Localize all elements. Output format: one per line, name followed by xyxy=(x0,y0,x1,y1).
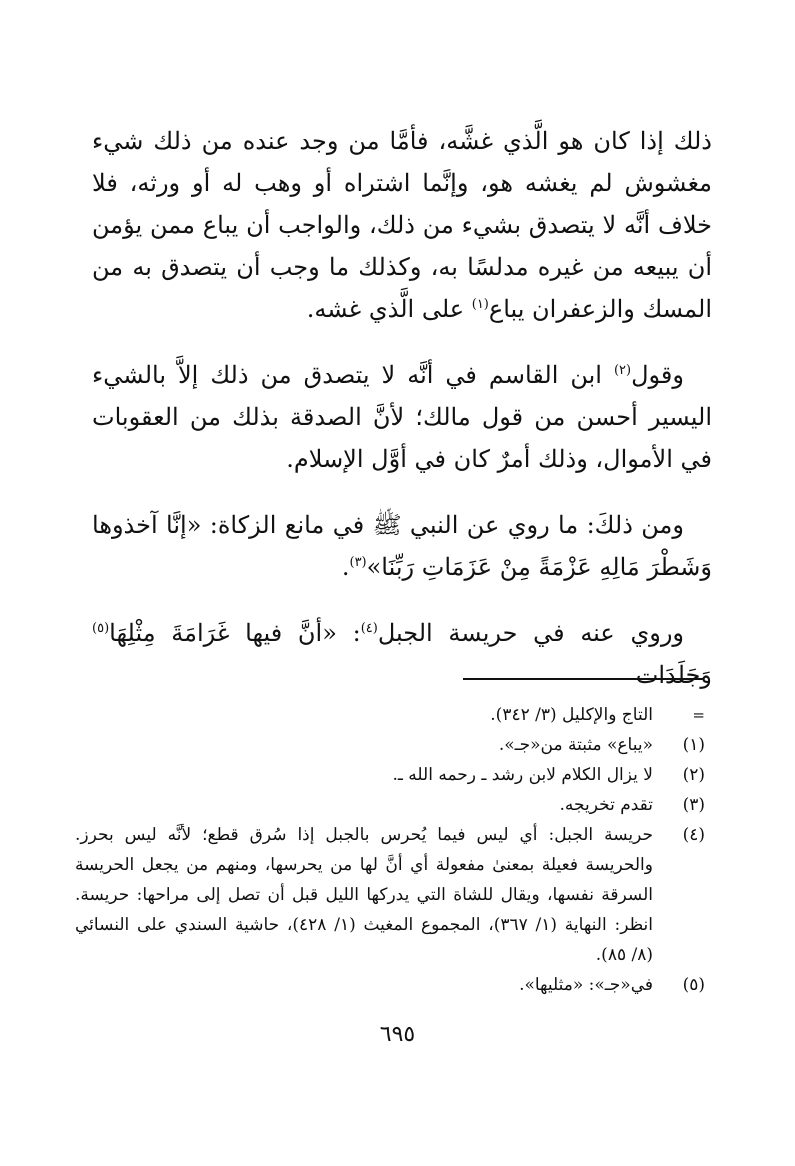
footnote-1 xyxy=(75,730,705,760)
footnote-text: في«جـ»: «مثليها». xyxy=(519,975,653,995)
paragraph-2-tail: ابن القاسم في أنَّه لا يتصدق من ذلك إلاَّ بالشيء اليسير أحسن من قول مالك؛ لأنَّ الصدقة بذلك من العقوبات في الأموال، وذلك أمرٌ كان في أوَّل الإسلام. xyxy=(92,361,712,473)
paragraph-3-tail: . xyxy=(341,553,350,581)
paragraph-4-middle: : «أنَّ فيها غَرَامَةَ مِثْلِهَا xyxy=(109,619,361,647)
footnote-text: التاج والإكليل (٣/ ٣٤٢). xyxy=(490,705,653,725)
footnote-text: حريسة الجبل: أي ليس فيما يُحرس بالجبل إذا سُرق قطع؛ لأنَّه ليس بحرز. والحريسة فعيلة بمعنىٰ مفعولة أي أنَّ لها من يحرسها، ومنهم من يجعل الحريسة السرقة نفسها، ويقال للشاة التي يدركها الليل قبل أن تصل إلى مراحها: حريسة. انظر: النهاية (١/ ٣٦٧)، المجموع المغيث (١/ ٤٢٨)، حاشية السندي على النسائي (٨/ ٨٥). xyxy=(75,825,653,965)
footnote-number: (٤) xyxy=(682,825,705,845)
footnote-ref-1: (١) xyxy=(471,297,489,312)
footnote-text: تقدم تخريجه. xyxy=(559,795,653,815)
paragraph-2 xyxy=(92,354,712,480)
page-number: ٦٩٥ xyxy=(379,1022,416,1047)
paragraph-3 xyxy=(92,504,712,588)
paragraph-1 xyxy=(92,120,712,330)
footnote-4 xyxy=(75,820,705,970)
footnote-ref-3: (٣) xyxy=(349,555,367,570)
paragraph-4-tail: وَجَلَدَات xyxy=(635,661,712,689)
main-text xyxy=(92,120,712,696)
footnote-number: (٥) xyxy=(682,975,705,995)
footnote-continuation xyxy=(75,700,705,730)
footnote-number: = xyxy=(692,706,705,724)
footnote-number: (٢) xyxy=(682,765,705,785)
paragraph-1-text: ذلك إذا كان هو الَّذي غشَّه، فأمَّا من وجد عنده من ذلك شيء مغشوش لم يغشه هو، وإنَّما اشتراه أو وهب له أو ورثه، فلا خلاف أنَّه لا يتصدق بشيء من ذلك، والواجب أن يباع ممن يؤمن أن يبيعه من غيره مدلسًا به، وكذلك ما وجب أن يتصدق به من المسك والزعفران يباع xyxy=(92,127,712,323)
footnote-5 xyxy=(75,970,705,1000)
footnote-2 xyxy=(75,760,705,790)
footnote-number: (١) xyxy=(682,735,705,755)
footnote-number: (٣) xyxy=(682,795,705,815)
footnote-ref-4: (٤) xyxy=(360,621,378,636)
footnote-ref-2: (٢) xyxy=(613,363,632,378)
paragraph-4-text: وروي عنه في حريسة الجبل xyxy=(377,619,684,647)
footnote-text: «يباع» مثبتة من«جـ». xyxy=(498,735,653,755)
paragraph-4 xyxy=(92,612,712,696)
footnote-ref-5: (٥) xyxy=(92,621,110,636)
footnote-3 xyxy=(75,790,705,820)
paragraph-2-text: وقول xyxy=(631,361,684,389)
paragraph-1-tail: على الَّذي غشه. xyxy=(306,295,472,323)
footnote-text: لا يزال الكلام لابن رشد ـ رحمه الله ـ. xyxy=(392,765,653,785)
footnotes xyxy=(75,700,705,1000)
paragraph-3-text: ومن ذلكَ: ما روي عن النبي ﷺ في مانع الزكاة: «إنَّا آخذوها وَشَطْرَ مَالِهِ عَزْمَةً مِنْ عَزَمَاتِ رَبِّنَا» xyxy=(92,511,712,581)
footnote-separator xyxy=(463,678,703,680)
